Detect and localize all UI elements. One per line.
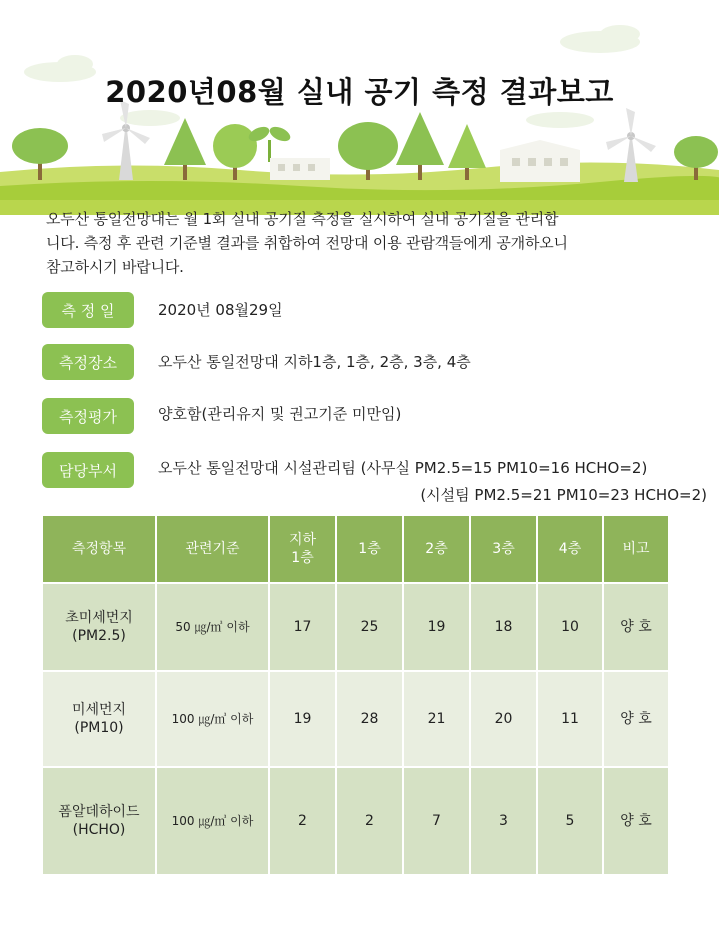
location-label: 측정장소 [42,344,134,380]
results-table [43,516,670,876]
value-cell: 7 [403,767,470,875]
page-title: 2020년08월 실내 공기 측정 결과보고 [105,75,614,109]
standard-cell: 100 ㎍/㎥ 이하 [156,767,269,875]
location-value: 오두산 통일전망대 지하1층, 1층, 2층, 3층, 4층 [158,353,471,371]
value-cell: 17 [269,583,336,671]
header-cell: 1층 [336,516,403,583]
intro-paragraph [46,207,678,279]
note-cell: 양 호 [603,767,669,875]
value-cell: 10 [537,583,603,671]
note-cell: 양 호 [603,671,669,767]
department-value-line1: 오두산 통일전망대 시설관리팀 (사무실 PM2.5=15 PM10=16 HCHO=2) [158,459,648,477]
header-cell: 관련기준 [156,516,269,583]
house-icon [270,158,330,180]
header-cell: 지하 1층 [269,516,336,583]
value-cell: 2 [336,767,403,875]
item-cell: 미세먼지 (PM10) [43,671,156,767]
standard-cell: 100 ㎍/㎥ 이하 [156,671,269,767]
item-cell: 폼알데하이드 (HCHO) [43,767,156,875]
intro-line: 오두산 통일전망대는 월 1회 실내 공기질 측정을 실시하여 실내 공기질을 관리합 [46,210,559,228]
value-cell: 2 [269,767,336,875]
date-value: 2020년 08월29일 [158,301,283,319]
header-cell: 4층 [537,516,603,583]
standard-cell: 50 ㎍/㎥ 이하 [156,583,269,671]
table-header-row [43,516,669,583]
value-cell: 3 [470,767,537,875]
value-cell: 20 [470,671,537,767]
department-value-line2: (시설팀 PM2.5=21 PM10=23 HCHO=2) [420,486,707,504]
value-cell: 25 [336,583,403,671]
evaluation-value: 양호함(관리유지 및 권고기준 미만임) [158,405,402,423]
value-cell: 19 [403,583,470,671]
table-row [43,767,669,875]
value-cell: 11 [537,671,603,767]
intro-line: 니다. 측정 후 관련 기준별 결과를 취합하여 전망대 이용 관람객들에게 공개하오니 [46,234,568,252]
header-cell: 2층 [403,516,470,583]
note-cell: 양 호 [603,583,669,671]
value-cell: 19 [269,671,336,767]
value-cell: 5 [537,767,603,875]
header-cell: 측정항목 [43,516,156,583]
intro-line: 참고하시기 바랍니다. [46,258,184,276]
value-cell: 18 [470,583,537,671]
header-cell: 비고 [603,516,669,583]
value-cell: 28 [336,671,403,767]
value-cell: 21 [403,671,470,767]
evaluation-label: 측정평가 [42,398,134,434]
date-label: 측 정 일 [42,292,134,328]
table-row [43,583,669,671]
header-cell: 3층 [470,516,537,583]
table-row [43,671,669,767]
department-label: 담당부서 [42,452,134,488]
item-cell: 초미세먼지 (PM2.5) [43,583,156,671]
